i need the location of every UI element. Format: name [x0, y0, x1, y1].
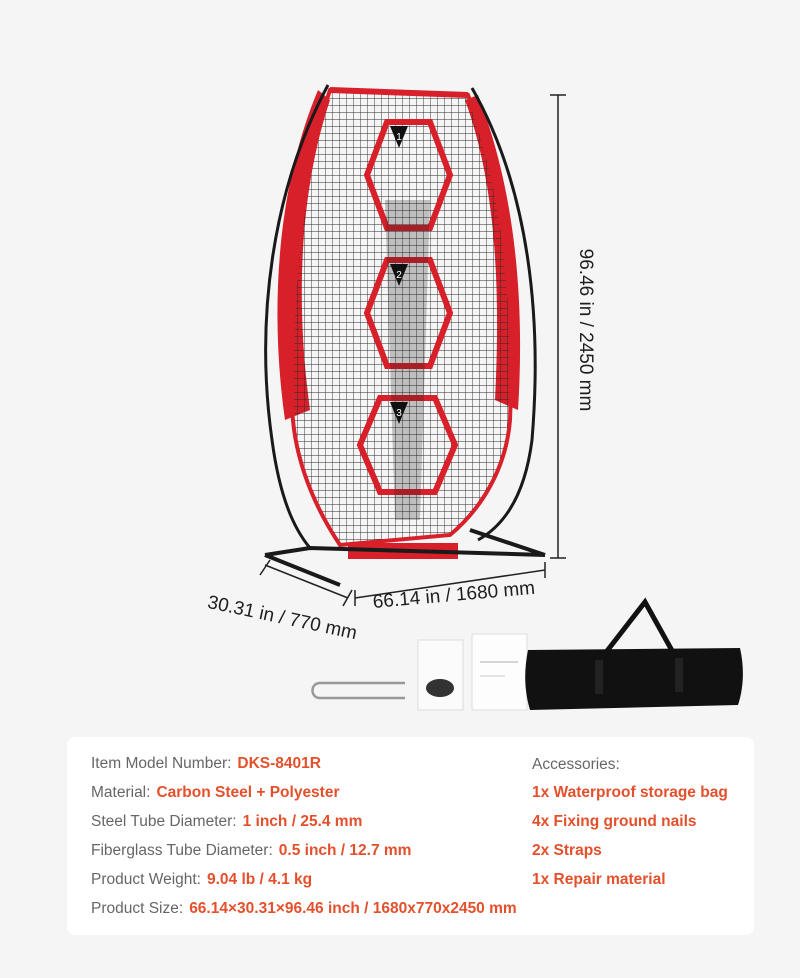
spec-model	[91, 755, 321, 773]
spec-label: Product Weight:	[91, 871, 201, 888]
accessory-item: 1x Waterproof storage bag	[532, 784, 728, 801]
spec-label: Item Model Number:	[91, 755, 232, 772]
spec-steel-tube	[91, 813, 362, 831]
product-illustration	[10, 0, 790, 730]
spec-material	[91, 784, 340, 802]
spec-label: Fiberglass Tube Diameter:	[91, 842, 273, 859]
spec-value: 9.04 lb / 4.1 kg	[207, 871, 313, 888]
spec-value: DKS-8401R	[237, 755, 321, 772]
width-dimension: 66.14 in / 1680 mm	[372, 577, 536, 613]
accessory-item: 4x Fixing ground nails	[532, 813, 697, 830]
specs-card	[67, 737, 754, 935]
target-label-1: 1	[396, 132, 402, 143]
spec-value: 0.5 inch / 12.7 mm	[278, 842, 412, 859]
net-frame	[265, 85, 545, 585]
product-page	[10, 0, 790, 978]
target-label-3: 3	[396, 408, 402, 419]
spec-value: 1 inch / 25.4 mm	[242, 813, 363, 830]
spec-fiberglass-tube	[91, 842, 411, 860]
depth-dimension: 30.31 in / 770 mm	[205, 592, 359, 645]
accessory-item: 1x Repair material	[532, 871, 666, 888]
storage-bag	[525, 648, 743, 710]
accessories-title: Accessories:	[532, 756, 620, 773]
straps-pouch	[418, 640, 463, 710]
spec-label: Material:	[91, 784, 151, 801]
spec-label: Product Size:	[91, 900, 184, 917]
spec-size	[91, 900, 517, 918]
accessory-item: 2x Straps	[532, 842, 602, 859]
ground-nail	[313, 683, 406, 698]
accessories-images	[313, 602, 743, 710]
spec-label: Steel Tube Diameter:	[91, 813, 237, 830]
spec-value: Carbon Steel + Polyester	[156, 784, 340, 801]
target-label-2: 2	[396, 270, 402, 281]
spec-weight	[91, 871, 312, 889]
repair-material	[472, 634, 527, 710]
height-dimension: 96.46 in / 2450 mm	[575, 248, 596, 412]
spec-value: 66.14×30.31×96.46 inch / 1680x770x2450 mm	[189, 900, 517, 917]
